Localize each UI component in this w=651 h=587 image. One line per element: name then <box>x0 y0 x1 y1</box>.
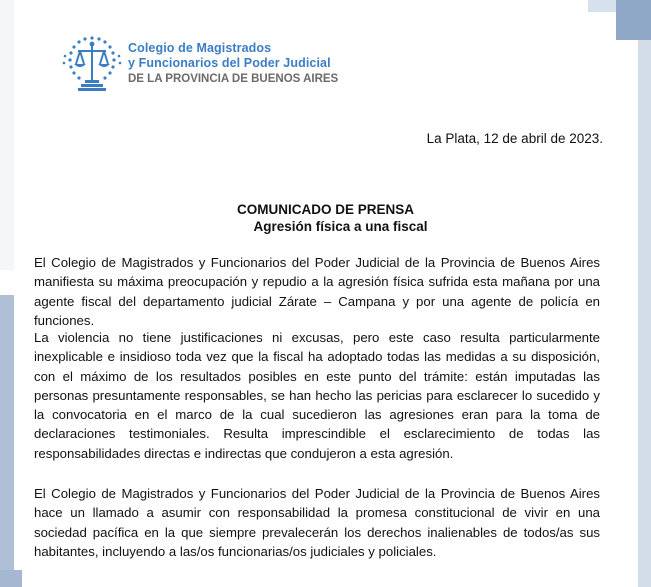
organization-name <box>128 41 338 86</box>
decorative-bar-left <box>0 295 14 587</box>
document-title: COMUNICADO DE PRENSA <box>236 202 414 217</box>
org-name-line-1: Colegio de Magistrados <box>128 41 272 55</box>
decorative-bar-right <box>638 40 651 587</box>
body-paragraph-2: La violencia no tiene justificaciones ni excusas, pero este caso resulta particularmente inexplicable e insidioso toda vez que la fiscal ha adoptado todas las medidas a su disposición, con el máximo de los resultados posibles en este punto del trámite: están imputadas las personas presuntamente responsables, se han hecho las pericias para esclarecer lo sucedido y la convocatoria en el marco de la cual sucedieron las agresiones eran para la toma de declaraciones testimoniales. Resulta imprescindible el esclarecimiento de todas las responsabilidades directas e indirectas que condujeron a esta agresión. <box>34 330 600 461</box>
press-release-heading <box>0 201 651 235</box>
body-paragraph-1: El Colegio de Magistrados y Funcionarios del Poder Judicial de la Provincia de Buenos Aires manifiesta su máxima preocupación y repudio a la agresión física sufrida esta mañana por una agente fiscal del departamento judicial Zárate – Campana y por una agente de policía en funciones. <box>34 255 600 328</box>
decorative-corner-dark <box>616 0 651 40</box>
org-name-line-2: y Funcionarios del Poder Judicial <box>128 56 331 70</box>
scales-of-justice-seal-icon <box>61 34 123 92</box>
body-paragraph-3: El Colegio de Magistrados y Funcionarios del Poder Judicial de la Provincia de Buenos Aires hace un llamado a asumir con responsabilidad la promesa constitucional de vivir en una sociedad pacífica en la que siempre prevalecerán los derechos inalienables de todos/as sus habitantes, incluyendo a las/os funcionarias/os judiciales y policiales. <box>34 486 600 559</box>
org-name-line-3: DE LA PROVINCIA DE BUENOS AIRES <box>128 73 339 85</box>
document-date: La Plata, 12 de abril de 2023. <box>426 131 603 146</box>
decorative-block-bottom-left <box>0 570 22 587</box>
document-subtitle: Agresión física a una fiscal <box>253 219 428 234</box>
